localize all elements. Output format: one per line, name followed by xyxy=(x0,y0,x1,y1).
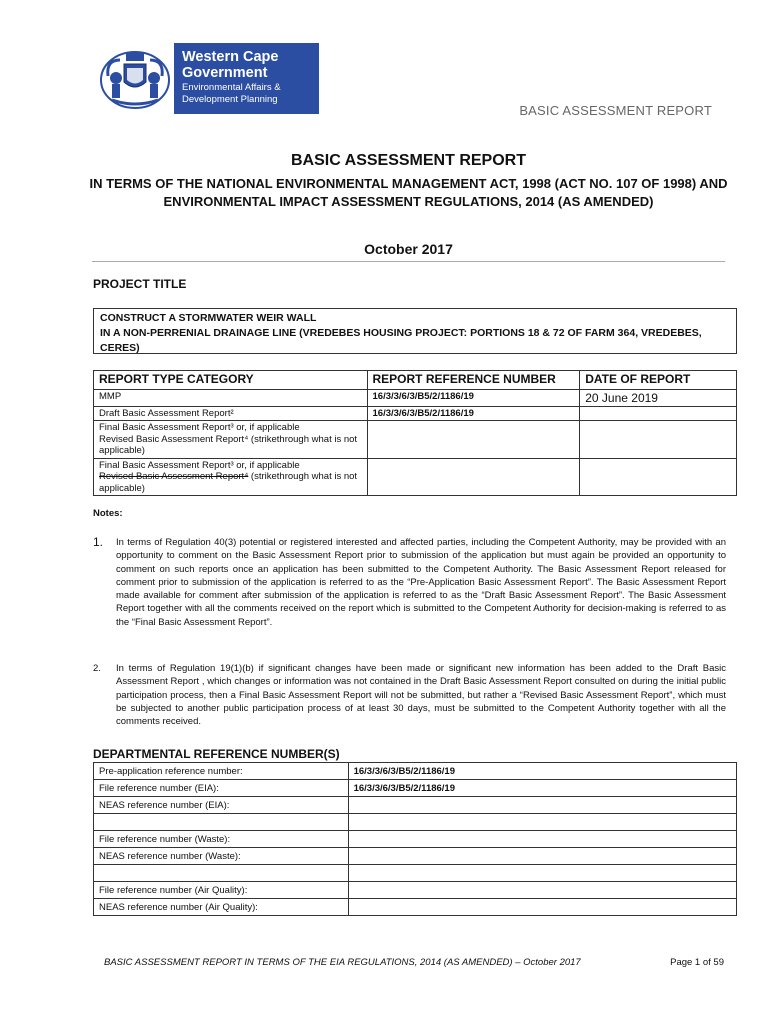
project-title-line1: CONSTRUCT A STORMWATER WEIR WALL xyxy=(100,312,317,324)
table-row xyxy=(94,814,737,831)
category-cell: Draft Basic Assessment Report² xyxy=(94,407,368,421)
note-text: In terms of Regulation 19(1)(b) if significant changes have been made or significant new information has been added to the Draft Basic Assessment Report , which changes or information was not contained in the Draft Basic Assessment Report consulted on during the initial public participation process, then a Final Basic Assessment Report will not be submitted, but rather a “Revised Basic Assessment Report”, which must be subjected to another public participation process of at least 30 days, must be submitted to the Competent Authority together with all the comments received. xyxy=(116,663,726,728)
table-row xyxy=(94,780,737,797)
col-header-reference: REPORT REFERENCE NUMBER xyxy=(367,371,580,390)
notes-heading: Notes: xyxy=(93,508,123,519)
logo-text-block xyxy=(174,43,319,114)
category-cell xyxy=(94,458,368,496)
category-cell: MMP xyxy=(94,390,368,407)
date-cell xyxy=(580,421,737,459)
coat-of-arms-icon xyxy=(96,43,174,114)
project-title-box xyxy=(93,308,737,354)
date-cell: 20 June 2019 xyxy=(580,390,737,407)
logo-dept-line2: Development Planning xyxy=(182,94,278,105)
running-header: BASIC ASSESSMENT REPORT xyxy=(519,103,712,118)
reference-value xyxy=(348,899,736,916)
project-title-heading: PROJECT TITLE xyxy=(93,277,187,291)
logo-name-line1: Western Cape xyxy=(182,49,279,65)
departmental-heading: DEPARTMENTAL REFERENCE NUMBER(S) xyxy=(93,747,340,761)
date-cell xyxy=(580,407,737,421)
note-item xyxy=(93,536,726,629)
report-type-table xyxy=(93,370,737,496)
reference-label: File reference number (Waste): xyxy=(94,831,349,848)
project-title-line2: IN A NON-PERRENIAL DRAINAGE LINE (VREDEBES HOUSING PROJECT: PORTIONS 18 & 72 OF FARM 364, VREDEBES, CERES) xyxy=(100,327,702,354)
table-row xyxy=(94,390,737,407)
reference-label: File reference number (Air Quality): xyxy=(94,882,349,899)
table-row xyxy=(94,458,737,496)
departmental-reference-table xyxy=(93,762,737,916)
page-number: Page 1 of 59 xyxy=(670,957,724,968)
reference-cell xyxy=(367,421,580,459)
page-footer-title: BASIC ASSESSMENT REPORT IN TERMS OF THE EIA REGULATIONS, 2014 (AS AMENDED) – October 2017 xyxy=(104,957,581,968)
reference-value xyxy=(348,814,736,831)
category-strikethrough: Revised Basic Assessment Report⁴ xyxy=(99,471,249,482)
reference-value xyxy=(348,882,736,899)
table-row xyxy=(94,831,737,848)
category-cell xyxy=(94,421,368,459)
reference-value xyxy=(348,865,736,882)
page-subtitle: IN TERMS OF THE NATIONAL ENVIRONMENTAL MANAGEMENT ACT, 1998 (ACT NO. 107 OF 1998) AND ENVIRONMENTAL IMPACT ASSESSMENT REGULATIONS, 2014 (AS AMENDED) xyxy=(89,176,728,209)
reference-label: NEAS reference number (Air Quality): xyxy=(94,899,349,916)
category-line-b: Revised Basic Assessment Report⁴ (strikethrough what is not applicable) xyxy=(99,433,358,456)
table-row xyxy=(94,407,737,421)
reference-value xyxy=(348,848,736,865)
reference-label xyxy=(94,814,349,831)
date-cell xyxy=(580,458,737,496)
col-header-date: DATE OF REPORT xyxy=(580,371,737,390)
logo-dept-line1: Environmental Affairs & xyxy=(182,82,281,93)
table-row xyxy=(94,848,737,865)
reference-value xyxy=(348,831,736,848)
table-row xyxy=(94,899,737,916)
col-header-category: REPORT TYPE CATEGORY xyxy=(94,371,368,390)
table-row xyxy=(94,797,737,814)
divider xyxy=(92,261,725,262)
category-line-c: (strikethrough what is not applicable) xyxy=(99,471,358,494)
table-row xyxy=(94,865,737,882)
table-row xyxy=(94,882,737,899)
reference-label xyxy=(94,865,349,882)
reference-cell xyxy=(367,458,580,496)
reference-label: Pre-application reference number: xyxy=(94,763,349,780)
note-text: In terms of Regulation 40(3) potential or registered interested and affected parties, including the Competent Authority, may be provided with an opportunity to comment on the Basic Assessment Report prior to submission of the application but must again be provided an opportunity to comment on such reports once an application has been submitted to the Competent Authority. The Basic Assessment Report released for comment prior to submission of the application is referred to as the “Pre-Application Basic Assessment Report”. The Basic Assessment Report made available for comment after submission of the application is referred to as the “Draft Basic Assessment Report”. The Basic Assessment Report together with all the comments received on the report which is submitted to the Competent Authority for decision-making is referred to as the “Final Basic Assessment Report”. xyxy=(116,537,726,628)
note-item xyxy=(93,662,726,728)
reference-label: NEAS reference number (EIA): xyxy=(94,797,349,814)
table-row xyxy=(94,763,737,780)
reference-cell: 16/3/3/6/3/B5/2/1186/19 xyxy=(367,407,580,421)
reference-value xyxy=(348,797,736,814)
note-number: 1. xyxy=(93,535,104,549)
government-logo xyxy=(96,43,319,114)
category-line-a: Final Basic Assessment Report³ or, if applicable xyxy=(99,422,300,433)
reference-label: NEAS reference number (Waste): xyxy=(94,848,349,865)
reference-value: 16/3/3/6/3/B5/2/1186/19 xyxy=(348,780,736,797)
page-title: BASIC ASSESSMENT REPORT xyxy=(291,152,526,169)
reference-cell: 16/3/3/6/3/B5/2/1186/19 xyxy=(367,390,580,407)
category-line-a: Final Basic Assessment Report³ or, if applicable xyxy=(99,459,300,471)
table-row xyxy=(94,421,737,459)
logo-name-line2: Government xyxy=(182,65,268,81)
report-date: October 2017 xyxy=(364,241,453,257)
note-number: 2. xyxy=(93,663,101,674)
reference-value: 16/3/3/6/3/B5/2/1186/19 xyxy=(348,763,736,780)
reference-label: File reference number (EIA): xyxy=(94,780,349,797)
